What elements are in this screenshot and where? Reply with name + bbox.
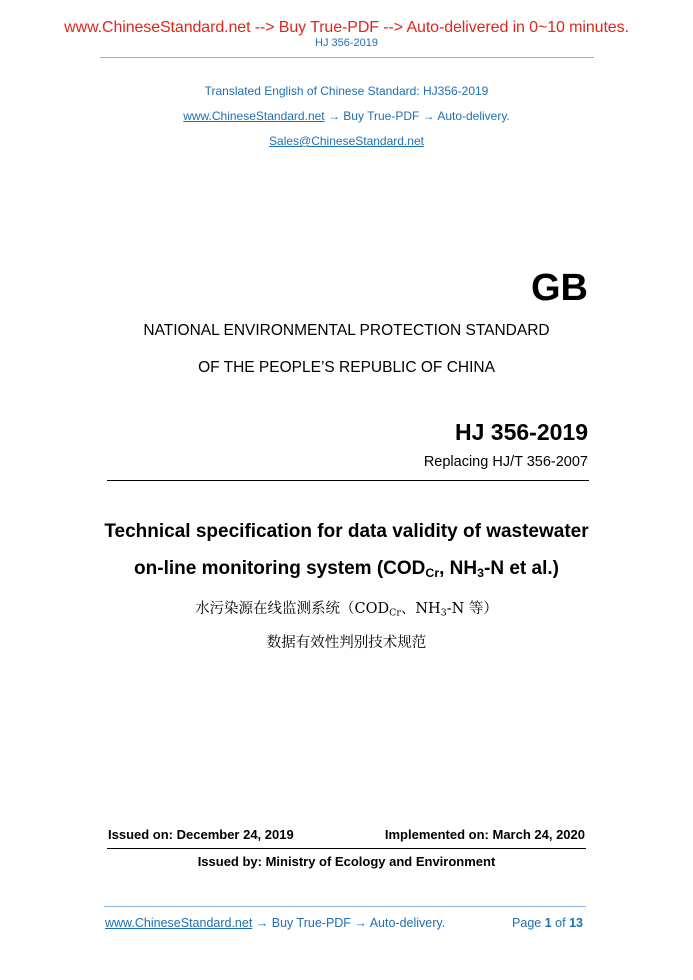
page-current: 1 bbox=[544, 916, 552, 930]
site-link[interactable]: www.ChineseStandard.net bbox=[183, 109, 325, 123]
header-divider bbox=[100, 57, 594, 58]
title-cn-part: 水污染源在线监测系统（COD bbox=[195, 601, 390, 617]
page-total: 13 bbox=[569, 916, 583, 930]
title-cn-part: -N 等） bbox=[446, 601, 498, 617]
title-en-sub-cr: Cr bbox=[425, 566, 440, 581]
translated-line: Translated English of Chinese Standard: HJ356-2019 bbox=[204, 84, 489, 98]
title-cn-line2: 数据有效性判别技术规范 bbox=[266, 635, 427, 651]
gb-mark: GB bbox=[531, 267, 588, 309]
national-standard-line1: NATIONAL ENVIRONMENTAL PROTECTION STANDARD bbox=[143, 322, 550, 339]
replacing-code: HJ/T 356-2007 bbox=[492, 454, 588, 470]
sales-email-link[interactable]: Sales@ChineseStandard.net bbox=[269, 134, 424, 148]
code-divider bbox=[107, 480, 589, 481]
title-en-part: , NH bbox=[439, 558, 478, 579]
issued-by: Issued by: Ministry of Ecology and Environment bbox=[197, 854, 496, 869]
delivery-text: → Buy True-PDF → Auto-delivery. bbox=[324, 109, 510, 123]
title-cn-part: 、NH bbox=[400, 601, 441, 617]
footer-divider bbox=[104, 906, 586, 907]
footer-delivery-line bbox=[105, 916, 445, 930]
replacing-label: Replacing bbox=[423, 454, 489, 470]
standard-code: HJ 356-2019 bbox=[455, 419, 588, 445]
implemented-on: Implemented on: March 24, 2020 bbox=[384, 827, 585, 842]
replacing-note bbox=[424, 454, 588, 470]
national-standard-line2: OF THE PEOPLE’S REPUBLIC OF CHINA bbox=[198, 359, 495, 376]
footer-site-link[interactable]: www.ChineseStandard.net bbox=[105, 916, 253, 930]
title-en-part: -N et al.) bbox=[484, 558, 559, 579]
issue-divider bbox=[107, 848, 586, 849]
promo-banner[interactable]: www.ChineseStandard.net --> Buy True-PDF --> Auto-delivered in 0~10 minutes. bbox=[64, 19, 629, 36]
email-line bbox=[0, 134, 693, 148]
title-cn-line1 bbox=[0, 597, 693, 618]
title-en-part: on-line monitoring system (COD bbox=[134, 558, 426, 579]
page-label: Page bbox=[512, 916, 542, 930]
footer-delivery-text: → Buy True-PDF → Auto-delivery. bbox=[252, 916, 446, 930]
title-en-line2 bbox=[0, 558, 693, 580]
page-number bbox=[512, 916, 583, 930]
delivery-line bbox=[0, 109, 693, 123]
title-cn-sub-3: 3 bbox=[440, 607, 447, 619]
page-of: of bbox=[555, 916, 566, 930]
title-cn-sub-cr: Cr bbox=[389, 607, 401, 619]
header-standard-code: HJ 356-2019 bbox=[315, 37, 378, 49]
title-en-line1: Technical specification for data validity of wastewater bbox=[104, 521, 589, 542]
title-en-sub-3: 3 bbox=[477, 566, 484, 581]
issued-on: Issued on: December 24, 2019 bbox=[108, 827, 294, 842]
